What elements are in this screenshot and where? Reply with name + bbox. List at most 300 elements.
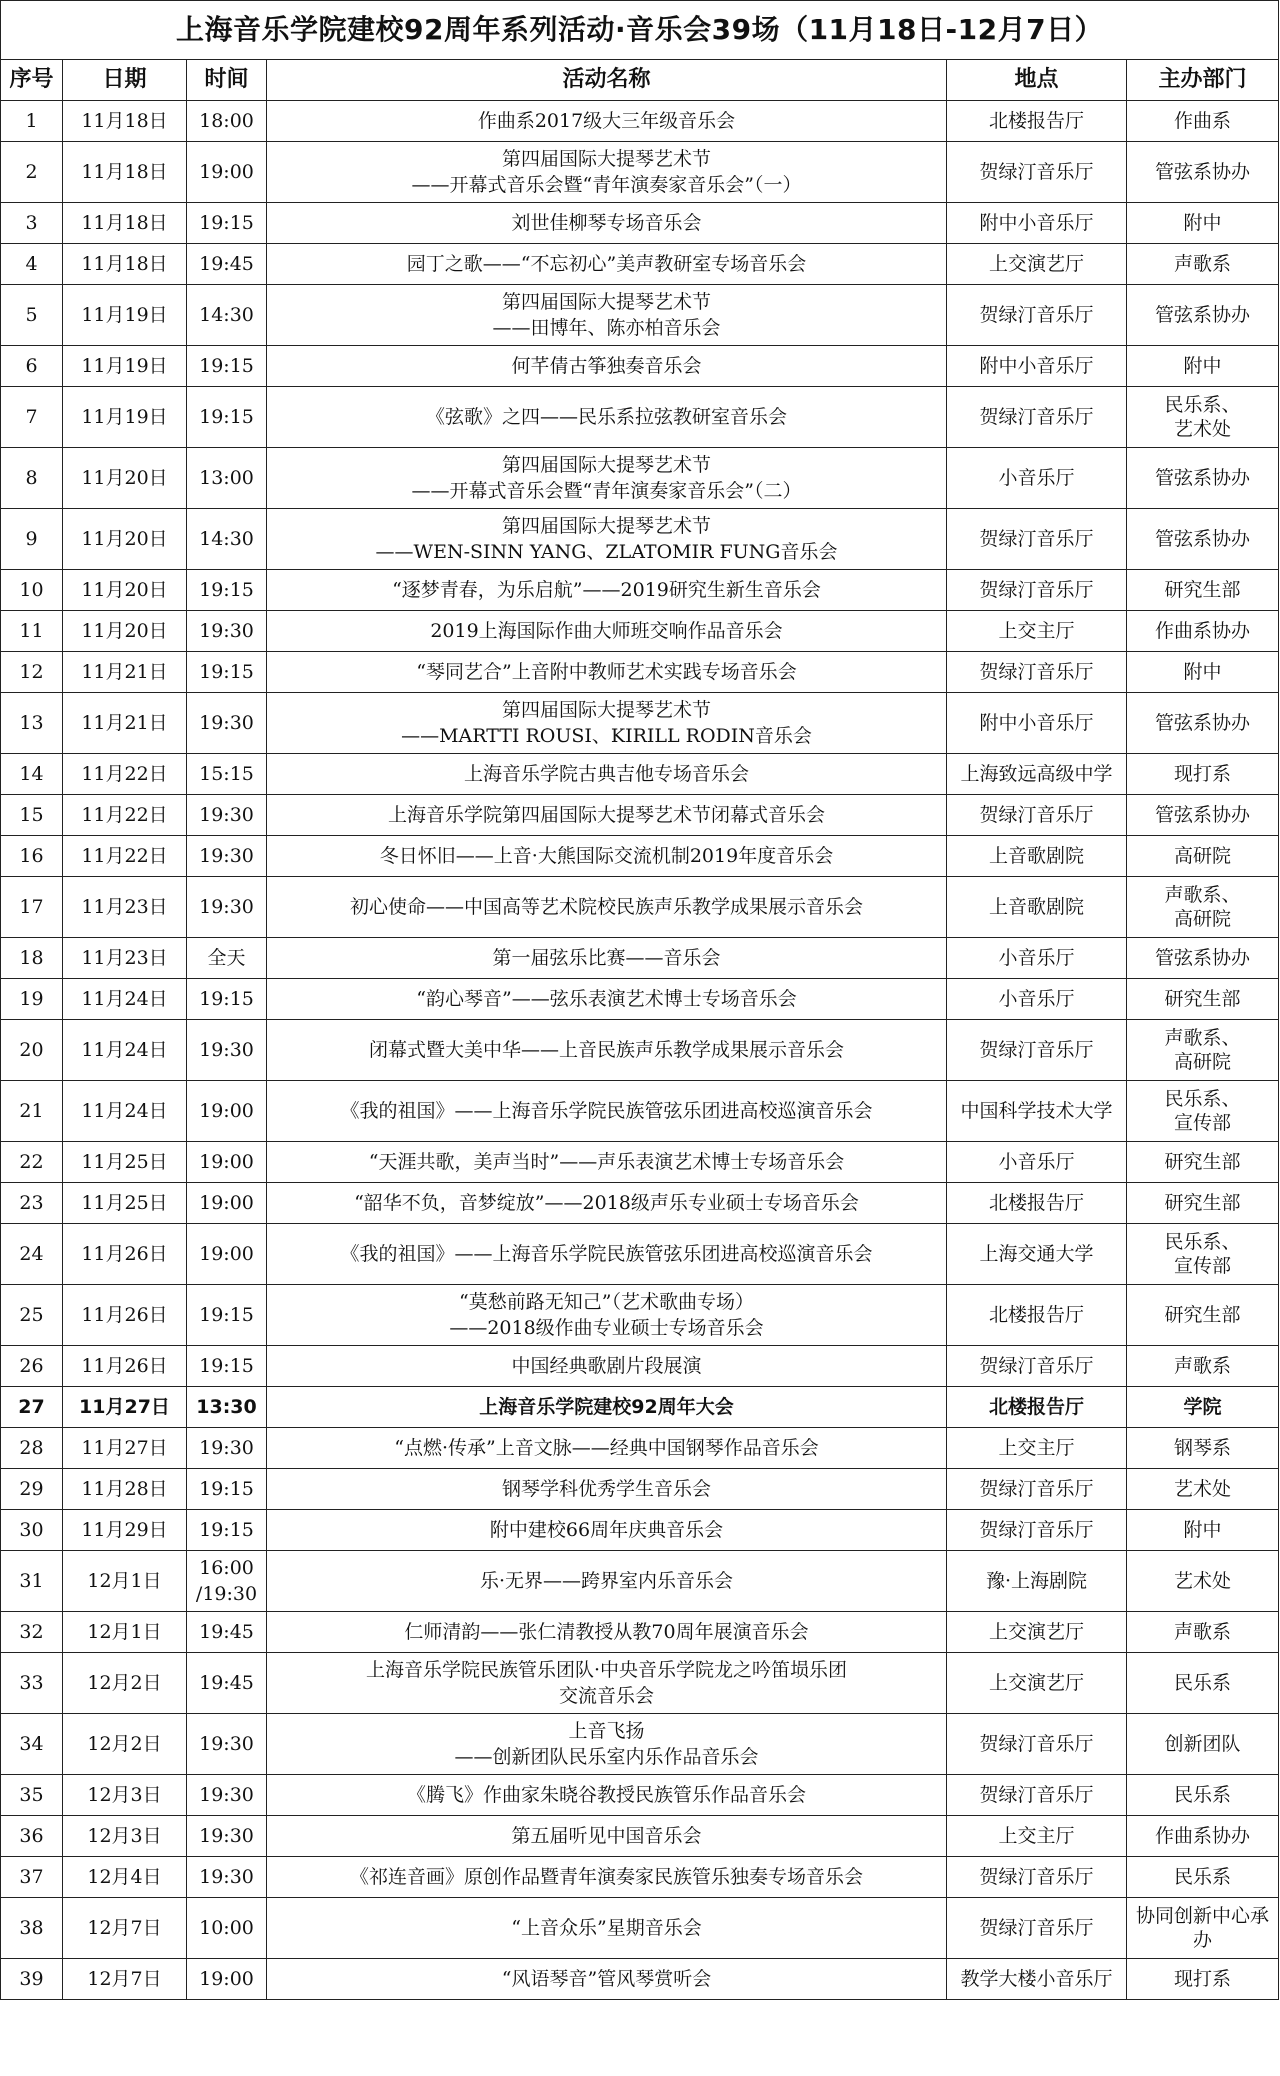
venue-cell: 小音乐厅 (947, 938, 1127, 979)
event-name-cell-line: 第四届国际大提琴艺术节 (501, 148, 711, 170)
row-number: 31 (1, 1551, 63, 1612)
time-cell: 19:30 (187, 1020, 267, 1081)
org-cell-line: 协同创新中心承 (1136, 1905, 1270, 1927)
org-cell (1127, 1081, 1279, 1142)
org-cell-line: 艺术处 (1174, 418, 1232, 440)
table-row (1, 754, 1279, 795)
event-name-cell-line: “天涯共歌，美声当时”——声乐表演艺术博士专场音乐会 (368, 1151, 845, 1173)
venue-cell: 贺绿汀音乐厅 (947, 1346, 1127, 1387)
org-cell (1127, 387, 1279, 448)
time-cell: 19:30 (187, 1775, 267, 1816)
org-cell (1127, 1551, 1279, 1612)
table-row (1, 1224, 1279, 1285)
event-name-cell-line: 第四届国际大提琴艺术节 (501, 291, 711, 313)
table-row (1, 1653, 1279, 1714)
org-cell-line: 宣传部 (1174, 1255, 1232, 1277)
venue-cell: 上交主厅 (947, 1428, 1127, 1469)
date-cell: 11月18日 (63, 244, 187, 285)
org-cell (1127, 1020, 1279, 1081)
table-row (1, 142, 1279, 203)
header-no: 序号 (1, 60, 63, 101)
venue-cell: 上交主厅 (947, 611, 1127, 652)
event-name-cell-line: “韵心琴音”——弦乐表演艺术博士专场音乐会 (416, 988, 797, 1010)
event-name-cell-line: ——开幕式音乐会暨“青年演奏家音乐会”（一） (411, 174, 802, 196)
org-cell-line: 声歌系 (1174, 1621, 1232, 1643)
row-number: 15 (1, 795, 63, 836)
org-cell (1127, 1469, 1279, 1510)
time-cell: 19:15 (187, 979, 267, 1020)
org-cell-line: 研究生部 (1164, 1151, 1241, 1173)
time-cell: 19:00 (187, 1142, 267, 1183)
venue-cell: 贺绿汀音乐厅 (947, 1775, 1127, 1816)
time-cell: 19:30 (187, 795, 267, 836)
event-name-cell-line: 上海音乐学院民族管乐团队·中央音乐学院龙之吟笛埙乐团 (365, 1659, 848, 1681)
time-cell-line: /19:30 (195, 1583, 258, 1605)
org-cell-line: 民乐系、 (1164, 1088, 1241, 1110)
table-row (1, 1183, 1279, 1224)
event-name-cell (267, 1387, 947, 1428)
row-number: 13 (1, 693, 63, 754)
event-name-cell-line: 上海音乐学院古典吉他专场音乐会 (463, 763, 749, 785)
event-name-cell (267, 509, 947, 570)
row-number: 25 (1, 1285, 63, 1346)
time-cell: 19:30 (187, 611, 267, 652)
org-cell (1127, 1183, 1279, 1224)
org-cell-line: 管弦系协办 (1155, 161, 1251, 183)
row-number: 22 (1, 1142, 63, 1183)
venue-cell: 贺绿汀音乐厅 (947, 387, 1127, 448)
time-cell: 19:30 (187, 1428, 267, 1469)
event-name-cell-line: 上音飞扬 (568, 1720, 645, 1742)
event-name-cell (267, 652, 947, 693)
time-cell: 14:30 (187, 285, 267, 346)
date-cell: 12月7日 (63, 1959, 187, 2000)
org-cell (1127, 693, 1279, 754)
table-row (1, 101, 1279, 142)
venue-cell: 贺绿汀音乐厅 (947, 1714, 1127, 1775)
org-cell (1127, 244, 1279, 285)
event-name-cell-line: 仁师清韵——张仁清教授从教70周年展演音乐会 (404, 1621, 809, 1643)
time-cell: 18:00 (187, 101, 267, 142)
row-number: 30 (1, 1510, 63, 1551)
org-cell (1127, 203, 1279, 244)
org-cell (1127, 795, 1279, 836)
date-cell: 11月19日 (63, 285, 187, 346)
org-cell-line: 现打系 (1174, 1968, 1232, 1990)
event-name-cell-line: 第五届听见中国音乐会 (511, 1825, 702, 1847)
time-cell (187, 1551, 267, 1612)
time-cell: 19:15 (187, 1346, 267, 1387)
event-name-cell-line: 附中建校66周年庆典音乐会 (489, 1519, 724, 1541)
org-cell-line: 管弦系协办 (1155, 467, 1251, 489)
row-number: 29 (1, 1469, 63, 1510)
event-name-cell-line: 冬日怀旧——上音·大熊国际交流机制2019年度音乐会 (379, 845, 834, 867)
event-name-cell-line: “琴同艺合”上音附中教师艺术实践专场音乐会 (416, 661, 797, 683)
table-row (1, 836, 1279, 877)
date-cell: 11月21日 (63, 652, 187, 693)
event-name-cell (267, 979, 947, 1020)
time-cell: 19:00 (187, 1081, 267, 1142)
event-name-cell (267, 448, 947, 509)
table-row (1, 1469, 1279, 1510)
org-cell (1127, 1285, 1279, 1346)
table-row (1, 938, 1279, 979)
event-name-cell-line: 园丁之歌——“不忘初心”美声教研室专场音乐会 (406, 253, 807, 275)
table-row (1, 1142, 1279, 1183)
org-cell (1127, 611, 1279, 652)
org-cell (1127, 1816, 1279, 1857)
date-cell: 12月3日 (63, 1775, 187, 1816)
event-name-cell (267, 1142, 947, 1183)
org-cell-line: 附中 (1183, 661, 1222, 683)
org-cell-line: 附中 (1183, 1519, 1222, 1541)
table-row (1, 693, 1279, 754)
row-number: 17 (1, 877, 63, 938)
event-name-cell-line: 上海音乐学院第四届国际大提琴艺术节闭幕式音乐会 (387, 804, 825, 826)
venue-cell: 小音乐厅 (947, 448, 1127, 509)
time-cell: 19:00 (187, 1959, 267, 2000)
table-row (1, 1816, 1279, 1857)
org-cell-line: 附中 (1183, 355, 1222, 377)
time-cell: 13:30 (187, 1387, 267, 1428)
event-name-cell-line: “风语琴音”管风琴赏听会 (501, 1968, 712, 1990)
row-number: 8 (1, 448, 63, 509)
date-cell: 11月28日 (63, 1469, 187, 1510)
time-cell: 14:30 (187, 509, 267, 570)
org-cell (1127, 1387, 1279, 1428)
time-cell: 19:45 (187, 244, 267, 285)
row-number: 32 (1, 1612, 63, 1653)
date-cell: 11月22日 (63, 754, 187, 795)
date-cell: 12月7日 (63, 1898, 187, 1959)
event-name-cell-line: 何芊倩古筝独奏音乐会 (511, 355, 702, 377)
event-name-cell (267, 1775, 947, 1816)
date-cell: 11月27日 (63, 1387, 187, 1428)
venue-cell: 贺绿汀音乐厅 (947, 795, 1127, 836)
venue-cell: 上交主厅 (947, 1816, 1127, 1857)
event-name-cell-line: 《腾飞》作曲家朱晓谷教授民族管乐作品音乐会 (406, 1784, 806, 1806)
row-number: 37 (1, 1857, 63, 1898)
org-cell (1127, 101, 1279, 142)
row-number: 26 (1, 1346, 63, 1387)
org-cell-line: 艺术处 (1174, 1478, 1232, 1500)
row-number: 28 (1, 1428, 63, 1469)
table-row (1, 1020, 1279, 1081)
event-name-cell (267, 938, 947, 979)
time-cell: 19:15 (187, 387, 267, 448)
org-cell-line: 艺术处 (1174, 1570, 1232, 1592)
org-cell-line: 管弦系协办 (1155, 804, 1251, 826)
table-row (1, 611, 1279, 652)
event-name-cell-line: 第四届国际大提琴艺术节 (501, 515, 711, 537)
row-number: 2 (1, 142, 63, 203)
org-cell-line: 管弦系协办 (1155, 528, 1251, 550)
date-cell: 11月26日 (63, 1224, 187, 1285)
event-name-cell (267, 346, 947, 387)
row-number: 6 (1, 346, 63, 387)
venue-cell: 贺绿汀音乐厅 (947, 142, 1127, 203)
event-name-cell (267, 1653, 947, 1714)
event-name-cell (267, 1551, 947, 1612)
org-cell-line: 研究生部 (1164, 1304, 1241, 1326)
row-number: 4 (1, 244, 63, 285)
org-cell-line: 声歌系 (1174, 1355, 1232, 1377)
table-row (1, 570, 1279, 611)
table-row (1, 1551, 1279, 1612)
venue-cell: 附中小音乐厅 (947, 203, 1127, 244)
table-body (1, 101, 1279, 2000)
event-name-cell (267, 611, 947, 652)
org-cell-line: 学院 (1183, 1396, 1222, 1418)
row-number: 35 (1, 1775, 63, 1816)
table-row (1, 285, 1279, 346)
table-row (1, 1346, 1279, 1387)
org-cell-line: 作曲系协办 (1155, 1825, 1251, 1847)
org-cell-line: 民乐系、 (1164, 394, 1241, 416)
event-name-cell (267, 1183, 947, 1224)
date-cell: 11月19日 (63, 387, 187, 448)
row-number: 7 (1, 387, 63, 448)
event-name-cell-line: 闭幕式暨大美中华——上音民族声乐教学成果展示音乐会 (368, 1039, 844, 1061)
org-cell-line: 声歌系、 (1164, 1027, 1241, 1049)
venue-cell: 贺绿汀音乐厅 (947, 1898, 1127, 1959)
venue-cell: 北楼报告厅 (947, 1387, 1127, 1428)
event-name-cell-line: ——开幕式音乐会暨“青年演奏家音乐会”（二） (411, 480, 802, 502)
event-name-cell (267, 1428, 947, 1469)
time-cell: 10:00 (187, 1898, 267, 1959)
org-cell (1127, 652, 1279, 693)
table-row (1, 509, 1279, 570)
event-name-cell (267, 101, 947, 142)
row-number: 10 (1, 570, 63, 611)
org-cell-line: 附中 (1183, 212, 1222, 234)
venue-cell: 贺绿汀音乐厅 (947, 1469, 1127, 1510)
row-number: 27 (1, 1387, 63, 1428)
time-cell: 19:45 (187, 1653, 267, 1714)
org-cell-line: 管弦系协办 (1155, 304, 1251, 326)
org-cell (1127, 509, 1279, 570)
event-name-cell-line: 中国经典歌剧片段展演 (511, 1355, 702, 1377)
event-name-cell-line: ——WEN-SINN YANG、ZLATOMIR FUNG音乐会 (375, 541, 838, 563)
event-name-cell-line: “莫愁前路无知己”（艺术歌曲专场） (459, 1291, 754, 1313)
date-cell: 11月21日 (63, 693, 187, 754)
date-cell: 11月22日 (63, 795, 187, 836)
event-name-cell (267, 836, 947, 877)
table-row (1, 1714, 1279, 1775)
event-name-cell (267, 244, 947, 285)
time-cell: 19:30 (187, 836, 267, 877)
org-cell-line: 高研院 (1174, 908, 1232, 930)
date-cell: 11月18日 (63, 142, 187, 203)
date-cell: 11月27日 (63, 1428, 187, 1469)
row-number: 33 (1, 1653, 63, 1714)
time-cell-line: 16:00 (199, 1557, 254, 1579)
header-org: 主办部门 (1127, 60, 1279, 101)
date-cell: 11月26日 (63, 1285, 187, 1346)
row-number: 38 (1, 1898, 63, 1959)
row-number: 20 (1, 1020, 63, 1081)
event-name-cell (267, 1612, 947, 1653)
date-cell: 11月26日 (63, 1346, 187, 1387)
org-cell (1127, 1898, 1279, 1959)
date-cell: 11月24日 (63, 1020, 187, 1081)
date-cell: 11月24日 (63, 1081, 187, 1142)
event-name-cell-line: 《我的祖国》——上海音乐学院民族管弦乐团进高校巡演音乐会 (340, 1243, 873, 1265)
time-cell: 全天 (187, 938, 267, 979)
venue-cell: 贺绿汀音乐厅 (947, 1857, 1127, 1898)
event-name-cell-line: ——2018级作曲专业硕士专场音乐会 (449, 1317, 764, 1339)
org-cell (1127, 1346, 1279, 1387)
time-cell: 19:15 (187, 346, 267, 387)
header-time: 时间 (187, 60, 267, 101)
date-cell: 12月2日 (63, 1653, 187, 1714)
event-name-cell-line: 初心使命——中国高等艺术院校民族声乐教学成果展示音乐会 (349, 896, 863, 918)
date-cell: 12月4日 (63, 1857, 187, 1898)
table-row (1, 1959, 1279, 2000)
org-cell-line: 研究生部 (1164, 579, 1241, 601)
event-name-cell-line: ——创新团队民乐室内乐作品音乐会 (454, 1746, 759, 1768)
time-cell: 19:30 (187, 1857, 267, 1898)
venue-cell: 贺绿汀音乐厅 (947, 652, 1127, 693)
event-name-cell-line: 乐·无界——跨界室内乐音乐会 (479, 1570, 734, 1592)
date-cell: 11月29日 (63, 1510, 187, 1551)
time-cell: 19:15 (187, 652, 267, 693)
event-name-cell (267, 1469, 947, 1510)
org-cell (1127, 1653, 1279, 1714)
event-name-cell-line: “上音众乐”星期音乐会 (511, 1917, 702, 1939)
time-cell: 19:30 (187, 693, 267, 754)
table-row (1, 877, 1279, 938)
date-cell: 11月18日 (63, 101, 187, 142)
venue-cell: 小音乐厅 (947, 1142, 1127, 1183)
venue-cell: 教学大楼小音乐厅 (947, 1959, 1127, 2000)
event-name-cell (267, 1714, 947, 1775)
table-row (1, 1081, 1279, 1142)
table-row (1, 652, 1279, 693)
time-cell: 19:15 (187, 1510, 267, 1551)
event-name-cell (267, 570, 947, 611)
org-cell (1127, 877, 1279, 938)
date-cell: 11月18日 (63, 203, 187, 244)
org-cell-line: 管弦系协办 (1155, 712, 1251, 734)
table-row (1, 1612, 1279, 1653)
org-cell-line: 民乐系 (1174, 1672, 1232, 1694)
row-number: 23 (1, 1183, 63, 1224)
event-name-cell-line: ——田博年、陈亦柏音乐会 (492, 317, 721, 339)
venue-cell: 上海交通大学 (947, 1224, 1127, 1285)
time-cell: 15:15 (187, 754, 267, 795)
row-number: 5 (1, 285, 63, 346)
row-number: 14 (1, 754, 63, 795)
table-row (1, 1387, 1279, 1428)
time-cell: 19:15 (187, 1285, 267, 1346)
org-cell (1127, 1612, 1279, 1653)
date-cell: 11月20日 (63, 448, 187, 509)
row-number: 21 (1, 1081, 63, 1142)
venue-cell: 上交演艺厅 (947, 244, 1127, 285)
event-name-cell (267, 1346, 947, 1387)
org-cell-line: 民乐系、 (1164, 1231, 1241, 1253)
venue-cell: 上交演艺厅 (947, 1612, 1127, 1653)
event-name-cell (267, 1224, 947, 1285)
time-cell: 19:15 (187, 203, 267, 244)
event-name-cell-line: ——MARTTI ROUSI、KIRILL RODIN音乐会 (401, 725, 812, 747)
table-row (1, 1898, 1279, 1959)
header-name: 活动名称 (267, 60, 947, 101)
org-cell-line: 作曲系协办 (1155, 620, 1251, 642)
row-number: 11 (1, 611, 63, 652)
row-number: 24 (1, 1224, 63, 1285)
row-number: 18 (1, 938, 63, 979)
date-cell: 11月23日 (63, 877, 187, 938)
org-cell (1127, 754, 1279, 795)
event-name-cell-line: 《我的祖国》——上海音乐学院民族管弦乐团进高校巡演音乐会 (340, 1100, 873, 1122)
table-row (1, 979, 1279, 1020)
venue-cell: 上海致远高级中学 (947, 754, 1127, 795)
org-cell (1127, 142, 1279, 203)
org-cell-line: 创新团队 (1164, 1733, 1241, 1755)
row-number: 12 (1, 652, 63, 693)
event-name-cell (267, 877, 947, 938)
org-cell (1127, 1510, 1279, 1551)
org-cell-line: 钢琴系 (1174, 1437, 1232, 1459)
event-name-cell (267, 1020, 947, 1081)
event-name-cell-line: 上海音乐学院建校92周年大会 (479, 1396, 734, 1418)
date-cell: 11月25日 (63, 1183, 187, 1224)
event-name-cell (267, 1816, 947, 1857)
org-cell-line: 民乐系 (1174, 1866, 1232, 1888)
venue-cell: 小音乐厅 (947, 979, 1127, 1020)
event-name-cell-line: 第四届国际大提琴艺术节 (501, 454, 711, 476)
venue-cell: 附中小音乐厅 (947, 346, 1127, 387)
row-number: 9 (1, 509, 63, 570)
org-cell-line: 民乐系 (1174, 1784, 1232, 1806)
org-cell (1127, 979, 1279, 1020)
time-cell: 19:00 (187, 1224, 267, 1285)
date-cell: 11月24日 (63, 979, 187, 1020)
event-name-cell-line: 作曲系2017级大三年级音乐会 (477, 110, 736, 132)
event-name-cell (267, 203, 947, 244)
venue-cell: 上音歌剧院 (947, 877, 1127, 938)
venue-cell: 贺绿汀音乐厅 (947, 285, 1127, 346)
event-name-cell (267, 754, 947, 795)
org-cell-line: 管弦系协办 (1155, 947, 1251, 969)
venue-cell: 北楼报告厅 (947, 1285, 1127, 1346)
row-number: 34 (1, 1714, 63, 1775)
event-name-cell-line: 第四届国际大提琴艺术节 (501, 699, 711, 721)
table-row (1, 1510, 1279, 1551)
org-cell-line: 宣传部 (1174, 1112, 1232, 1134)
event-name-cell (267, 1285, 947, 1346)
time-cell: 13:00 (187, 448, 267, 509)
time-cell: 19:15 (187, 570, 267, 611)
event-name-cell-line: 《祁连音画》原创作品暨青年演奏家民族管乐独奏专场音乐会 (349, 1866, 863, 1888)
header-row (1, 60, 1279, 101)
org-cell-line: 高研院 (1174, 845, 1232, 867)
event-name-cell-line: 第一届弦乐比赛——音乐会 (492, 947, 721, 969)
row-number: 19 (1, 979, 63, 1020)
org-cell (1127, 938, 1279, 979)
table-row (1, 244, 1279, 285)
org-cell-line: 办 (1193, 1929, 1213, 1951)
event-name-cell (267, 795, 947, 836)
row-number: 39 (1, 1959, 63, 2000)
header-date: 日期 (63, 60, 187, 101)
event-name-cell-line: 刘世佳柳琴专场音乐会 (511, 212, 702, 234)
table-row (1, 346, 1279, 387)
org-cell (1127, 1714, 1279, 1775)
event-name-cell-line: “点燃·传承”上音文脉——经典中国钢琴作品音乐会 (394, 1437, 819, 1459)
